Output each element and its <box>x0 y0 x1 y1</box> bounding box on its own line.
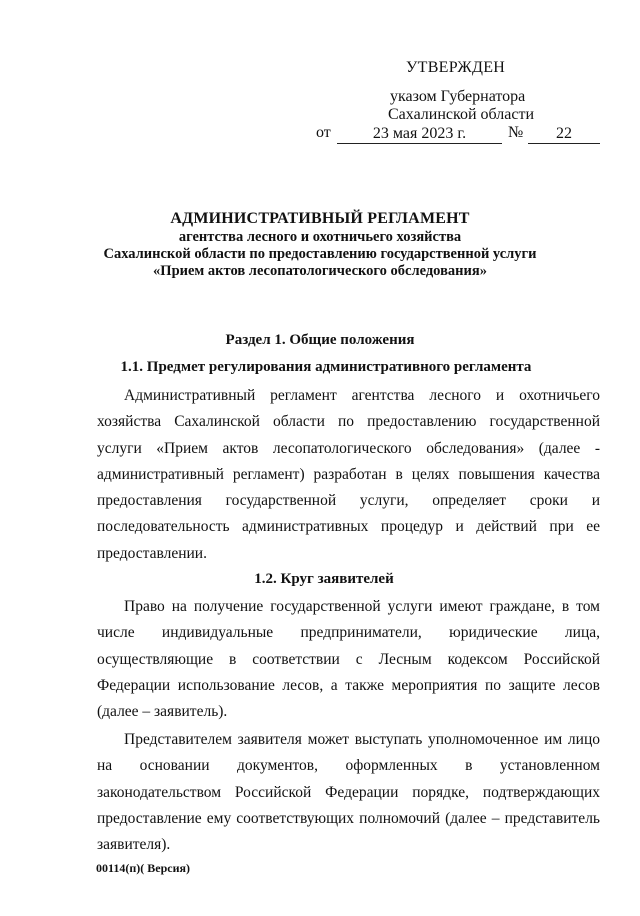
approval-number-label: № <box>508 124 524 141</box>
subsection-1-heading: 1.1. Предмет регулирования административного регламента <box>120 359 532 375</box>
approval-date: 23 мая 2023 г. <box>337 124 502 144</box>
document-title-purpose: Сахалинской области по предоставлению государственной услуги <box>103 246 537 262</box>
approval-region: Сахалинской области <box>388 106 535 123</box>
approval-title: УТВЕРЖДЕН <box>406 59 506 76</box>
footer-code: 00114(п)( Версия) <box>96 861 190 875</box>
approval-from-label: от <box>316 124 331 141</box>
subsection-2-heading: 1.2. Круг заявителей <box>254 571 394 587</box>
subsection-2-paragraph-1: Право на получение государственной услуги имеют граждане, в том числе индивидуальные предприниматели, юридические лица, осуществляющие в соответствии с Лесным кодексом Российской Федерации использование лесов, а также мероприятия по защите лесов (далее – заявитель). <box>97 598 600 721</box>
subsection-1-paragraph: Административный регламент агентства лесного и охотничьего хозяйства Сахалинской области по предоставлению государственной услуги «Прием актов лесопатологического обследования» (далее - административный регламент) разработан в целях повышения качества предоставления государственной услуги, определяет сроки и последовательность административных процедур и действий при ее предоставлении. <box>97 387 600 562</box>
subsection-2-paragraph-2: Представителем заявителя может выступать уполномоченное им лицо на основании документов, оформленных в установленном законодательством Российской Федерации порядке, подтверждающих предоставление ему соответствующих полномочий (далее – представитель заявителя). <box>97 731 600 854</box>
document-title-agency: агентства лесного и охотничьего хозяйства <box>178 229 462 245</box>
document-title-main: АДМИНИСТРАТИВНЫЙ РЕГЛАМЕНТ <box>170 210 470 227</box>
approval-block <box>0 0 640 160</box>
section-heading: Раздел 1. Общие положения <box>225 332 415 348</box>
approval-date-row <box>0 124 640 148</box>
document-title <box>0 209 640 280</box>
document-title-service: «Прием актов лесопатологического обследования» <box>153 263 487 279</box>
approval-issuer: указом Губернатора <box>390 88 526 105</box>
approval-number: 22 <box>528 124 600 144</box>
